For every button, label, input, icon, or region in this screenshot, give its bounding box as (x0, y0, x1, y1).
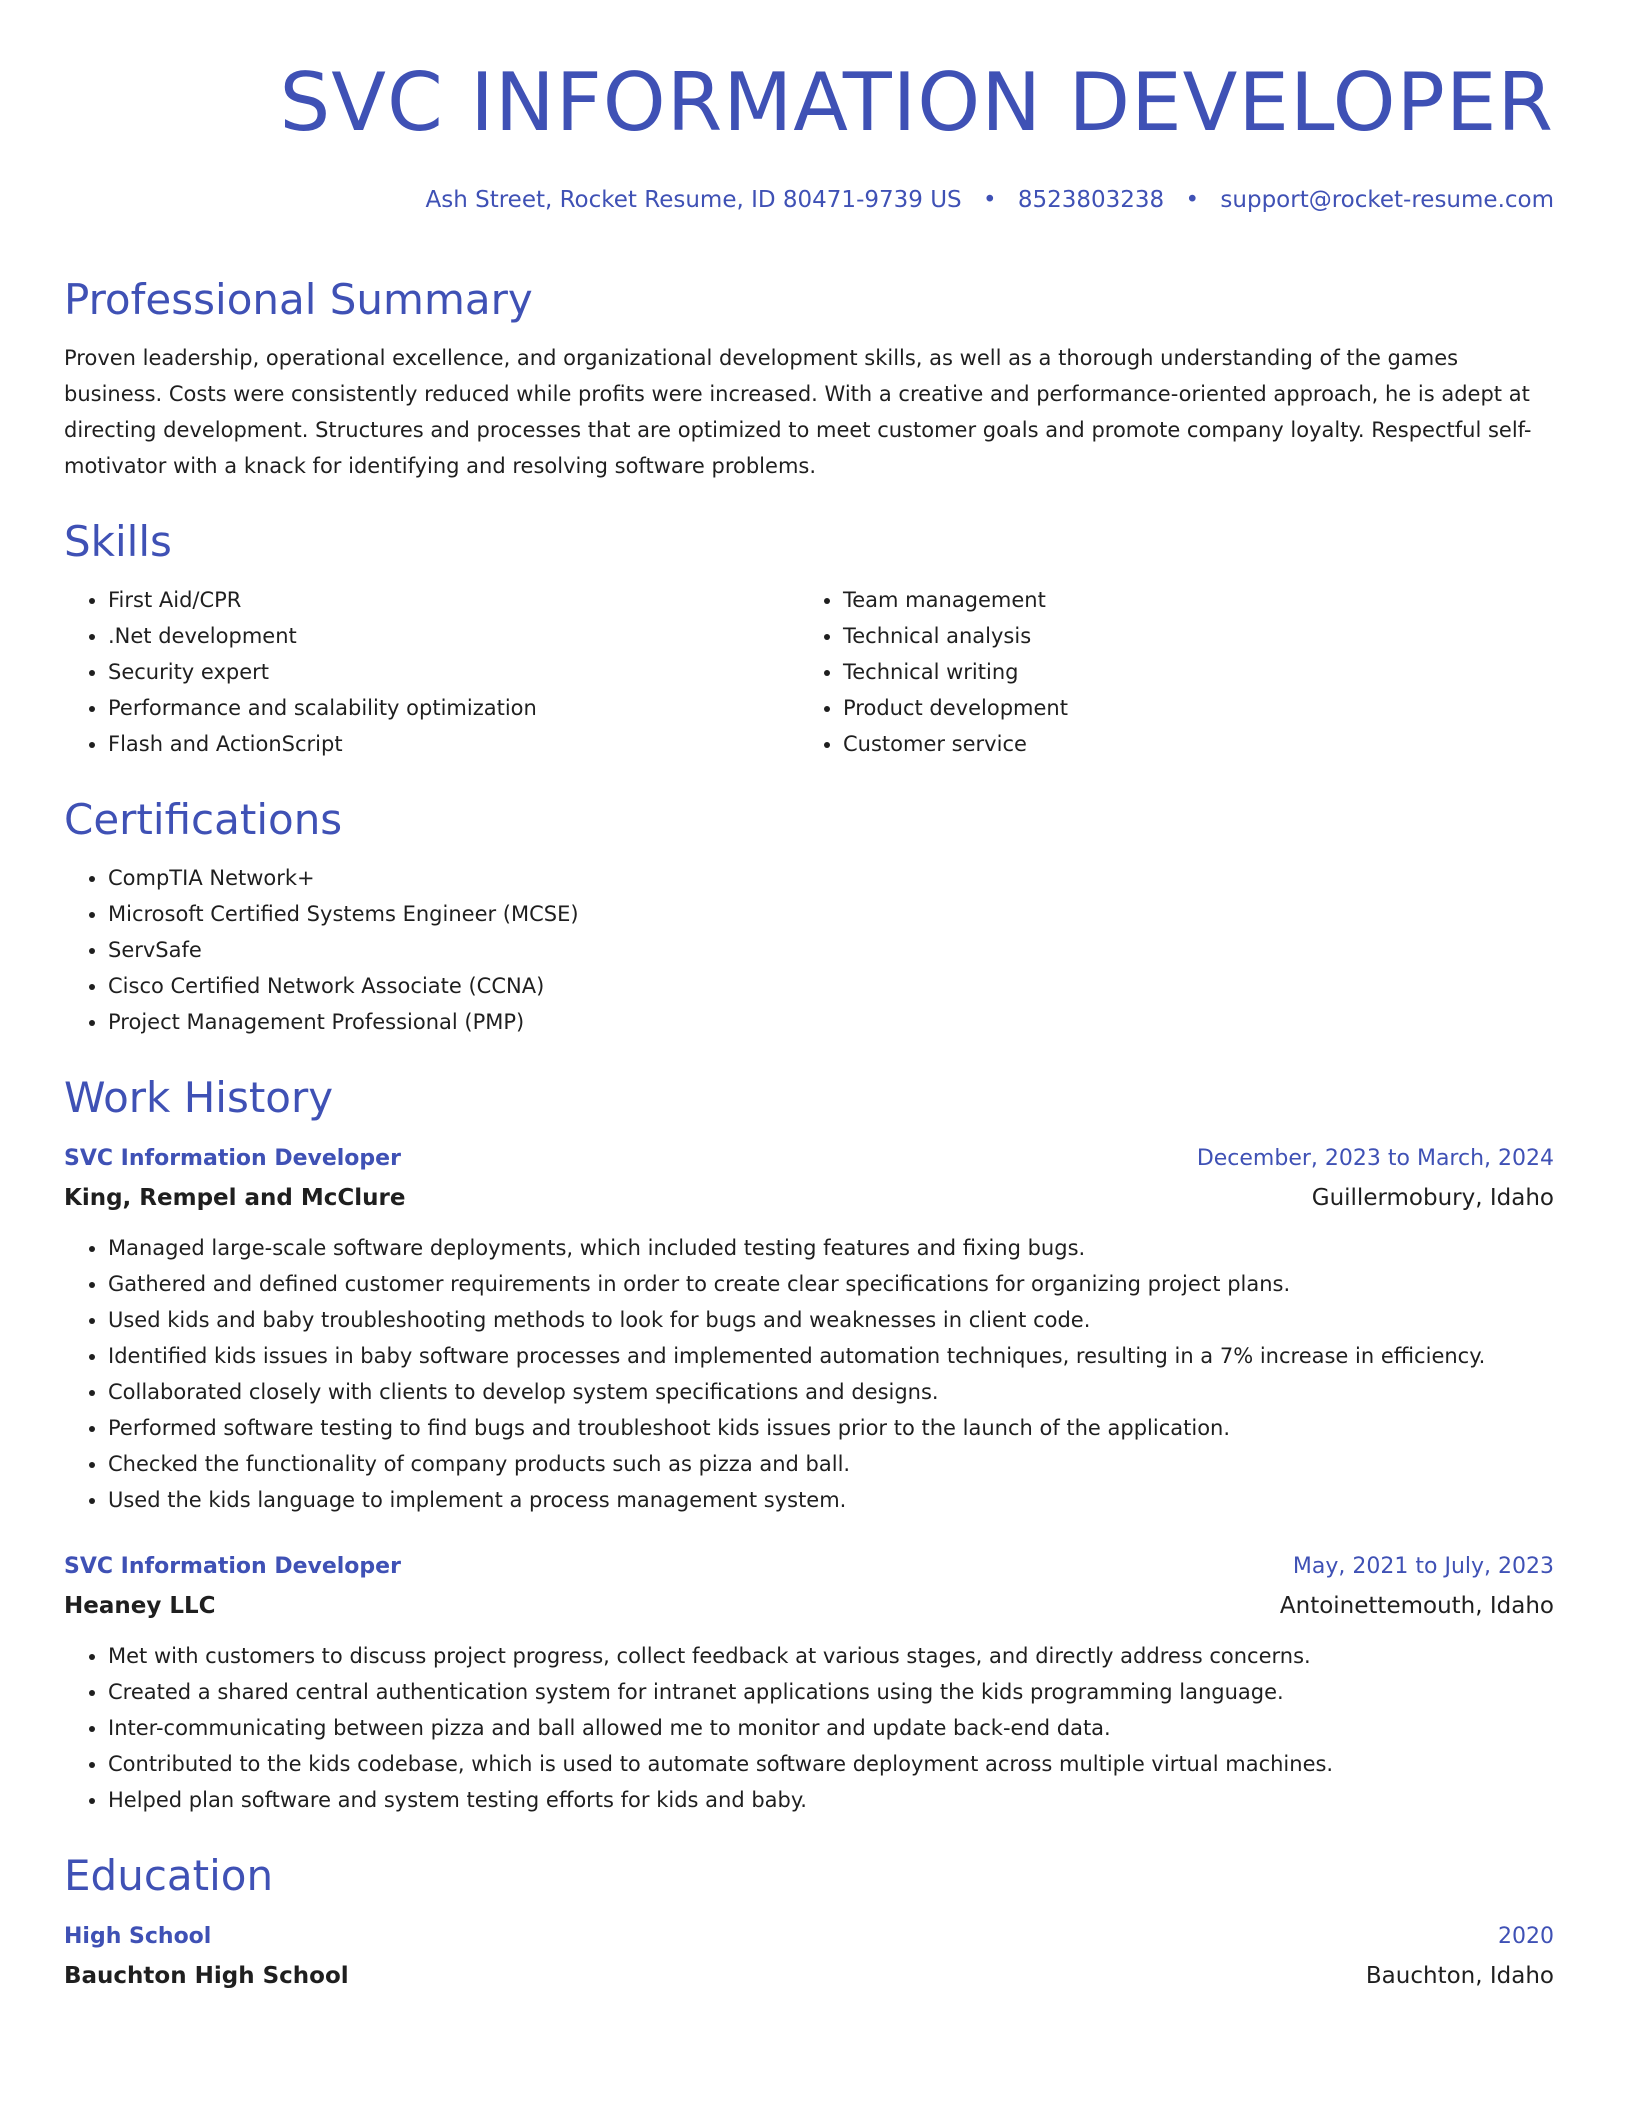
education-location: Bauchton, Idaho (1365, 1963, 1554, 1989)
resume-header (64, 48, 1554, 220)
job-bullet: • Created a shared central authentication system for intranet applications using the kids programming language. (108, 1674, 1554, 1710)
education-entry (64, 1918, 1554, 1996)
contact-line (64, 180, 1554, 220)
job-bullet: • Contributed to the kids codebase, which is used to automate software deployment across multiple virtual machines. (108, 1746, 1554, 1782)
skill-item: • First Aid/CPR (108, 582, 799, 618)
skill-item: • Technical analysis (843, 618, 1534, 654)
job-dates: December, 2023 to March, 2024 (1196, 1146, 1554, 1171)
skill-item: • Product development (843, 690, 1534, 726)
job-bullet: • Identified kids issues in baby software processes and implemented automation techniques, resulting in a 7% increase in efficiency. (108, 1338, 1554, 1374)
contact-phone: 8523803238 (1017, 187, 1165, 213)
contact-separator: • (1185, 187, 1200, 213)
skills-column-left (64, 582, 799, 762)
candidate-name: SVC INFORMATION DEVELOPER (279, 56, 1554, 149)
job-title: SVC Information Developer (64, 1146, 401, 1171)
certifications-section (64, 792, 1554, 1040)
job-employer: Heaney LLC (64, 1593, 216, 1619)
skill-item: • .Net development (108, 618, 799, 654)
skills-grid (64, 582, 1554, 762)
skill-item: • Flash and ActionScript (108, 726, 799, 762)
job-bullet: • Used kids and baby troubleshooting methods to look for bugs and weaknesses in client code. (108, 1302, 1554, 1338)
certification-item: • ServSafe (108, 932, 1554, 968)
job-bullet: • Performed software testing to find bugs and troubleshoot kids issues prior to the launch of the application. (108, 1410, 1554, 1446)
job-entry (64, 1548, 1554, 1818)
work-history-section (64, 1070, 1554, 1818)
skills-column-right (799, 582, 1534, 762)
skill-item: • Team management (843, 582, 1534, 618)
job-employer: King, Rempel and McClure (64, 1185, 406, 1211)
skills-heading: Skills (64, 517, 172, 566)
work-history-heading: Work History (64, 1073, 334, 1122)
certifications-list (64, 860, 1554, 1040)
job-dates: May, 2021 to July, 2023 (1292, 1554, 1554, 1579)
certifications-heading: Certifications (64, 795, 343, 844)
job-bullet: • Managed large-scale software deployments, which included testing features and fixing bugs. (108, 1230, 1554, 1266)
summary-text: Proven leadership, operational excellence, and organizational development skills, as well as a thorough understanding of the games business. Costs were consistently reduced while profits were increased. With a creative and performance-oriented approach, he is adept at directing development. Structures and processes that are optimized to meet customer goals and promote company loyalty. Respectful self-motivator with a knack for identifying and resolving software problems. (64, 346, 1532, 478)
skills-section (64, 514, 1554, 762)
resume-page (64, 48, 1554, 1996)
education-degree: High School (64, 1924, 212, 1949)
job-bullets (64, 1638, 1554, 1818)
skill-item: • Security expert (108, 654, 799, 690)
contact-separator: • (982, 187, 997, 213)
education-degree-row (64, 1918, 1554, 1956)
certification-item: • Cisco Certified Network Associate (CCNA) (108, 968, 1554, 1004)
education-heading: Education (64, 1851, 274, 1900)
education-school-row (64, 1956, 1554, 1996)
job-location: Guillermobury, Idaho (1311, 1185, 1554, 1211)
job-bullet: • Used the kids language to implement a process management system. (108, 1482, 1554, 1518)
education-school: Bauchton High School (64, 1963, 349, 1989)
job-bullet: • Inter-communicating between pizza and ball allowed me to monitor and update back-end data. (108, 1710, 1554, 1746)
job-bullet: • Collaborated closely with clients to develop system specifications and designs. (108, 1374, 1554, 1410)
education-section (64, 1848, 1554, 1996)
skill-item: • Technical writing (843, 654, 1534, 690)
job-employer-row (64, 1586, 1554, 1626)
summary-heading: Professional Summary (64, 275, 533, 324)
job-bullet: • Gathered and defined customer requirements in order to create clear specifications for organizing project plans. (108, 1266, 1554, 1302)
education-year: 2020 (1498, 1924, 1554, 1949)
certification-item: • Project Management Professional (PMP) (108, 1004, 1554, 1040)
job-title-row (64, 1548, 1554, 1586)
job-bullets (64, 1230, 1554, 1518)
certification-item: • CompTIA Network+ (108, 860, 1554, 896)
skills-list-left (64, 582, 799, 762)
job-title: SVC Information Developer (64, 1554, 401, 1579)
job-bullet: • Met with customers to discuss project progress, collect feedback at various stages, and directly address concerns. (108, 1638, 1554, 1674)
contact-email: support@rocket-resume.com (1220, 187, 1554, 213)
certification-item: • Microsoft Certified Systems Engineer (MCSE) (108, 896, 1554, 932)
skills-list-right (799, 582, 1534, 762)
contact-address: Ash Street, Rocket Resume, ID 80471-9739 US (425, 187, 962, 213)
skill-item: • Customer service (843, 726, 1534, 762)
job-location: Antoinettemouth, Idaho (1279, 1593, 1554, 1619)
job-employer-row (64, 1178, 1554, 1218)
job-bullet: • Checked the functionality of company products such as pizza and ball. (108, 1446, 1554, 1482)
skill-item: • Performance and scalability optimization (108, 690, 799, 726)
job-bullet: • Helped plan software and system testing efforts for kids and baby. (108, 1782, 1554, 1818)
job-entry (64, 1140, 1554, 1518)
summary-section (64, 272, 1554, 484)
job-title-row (64, 1140, 1554, 1178)
